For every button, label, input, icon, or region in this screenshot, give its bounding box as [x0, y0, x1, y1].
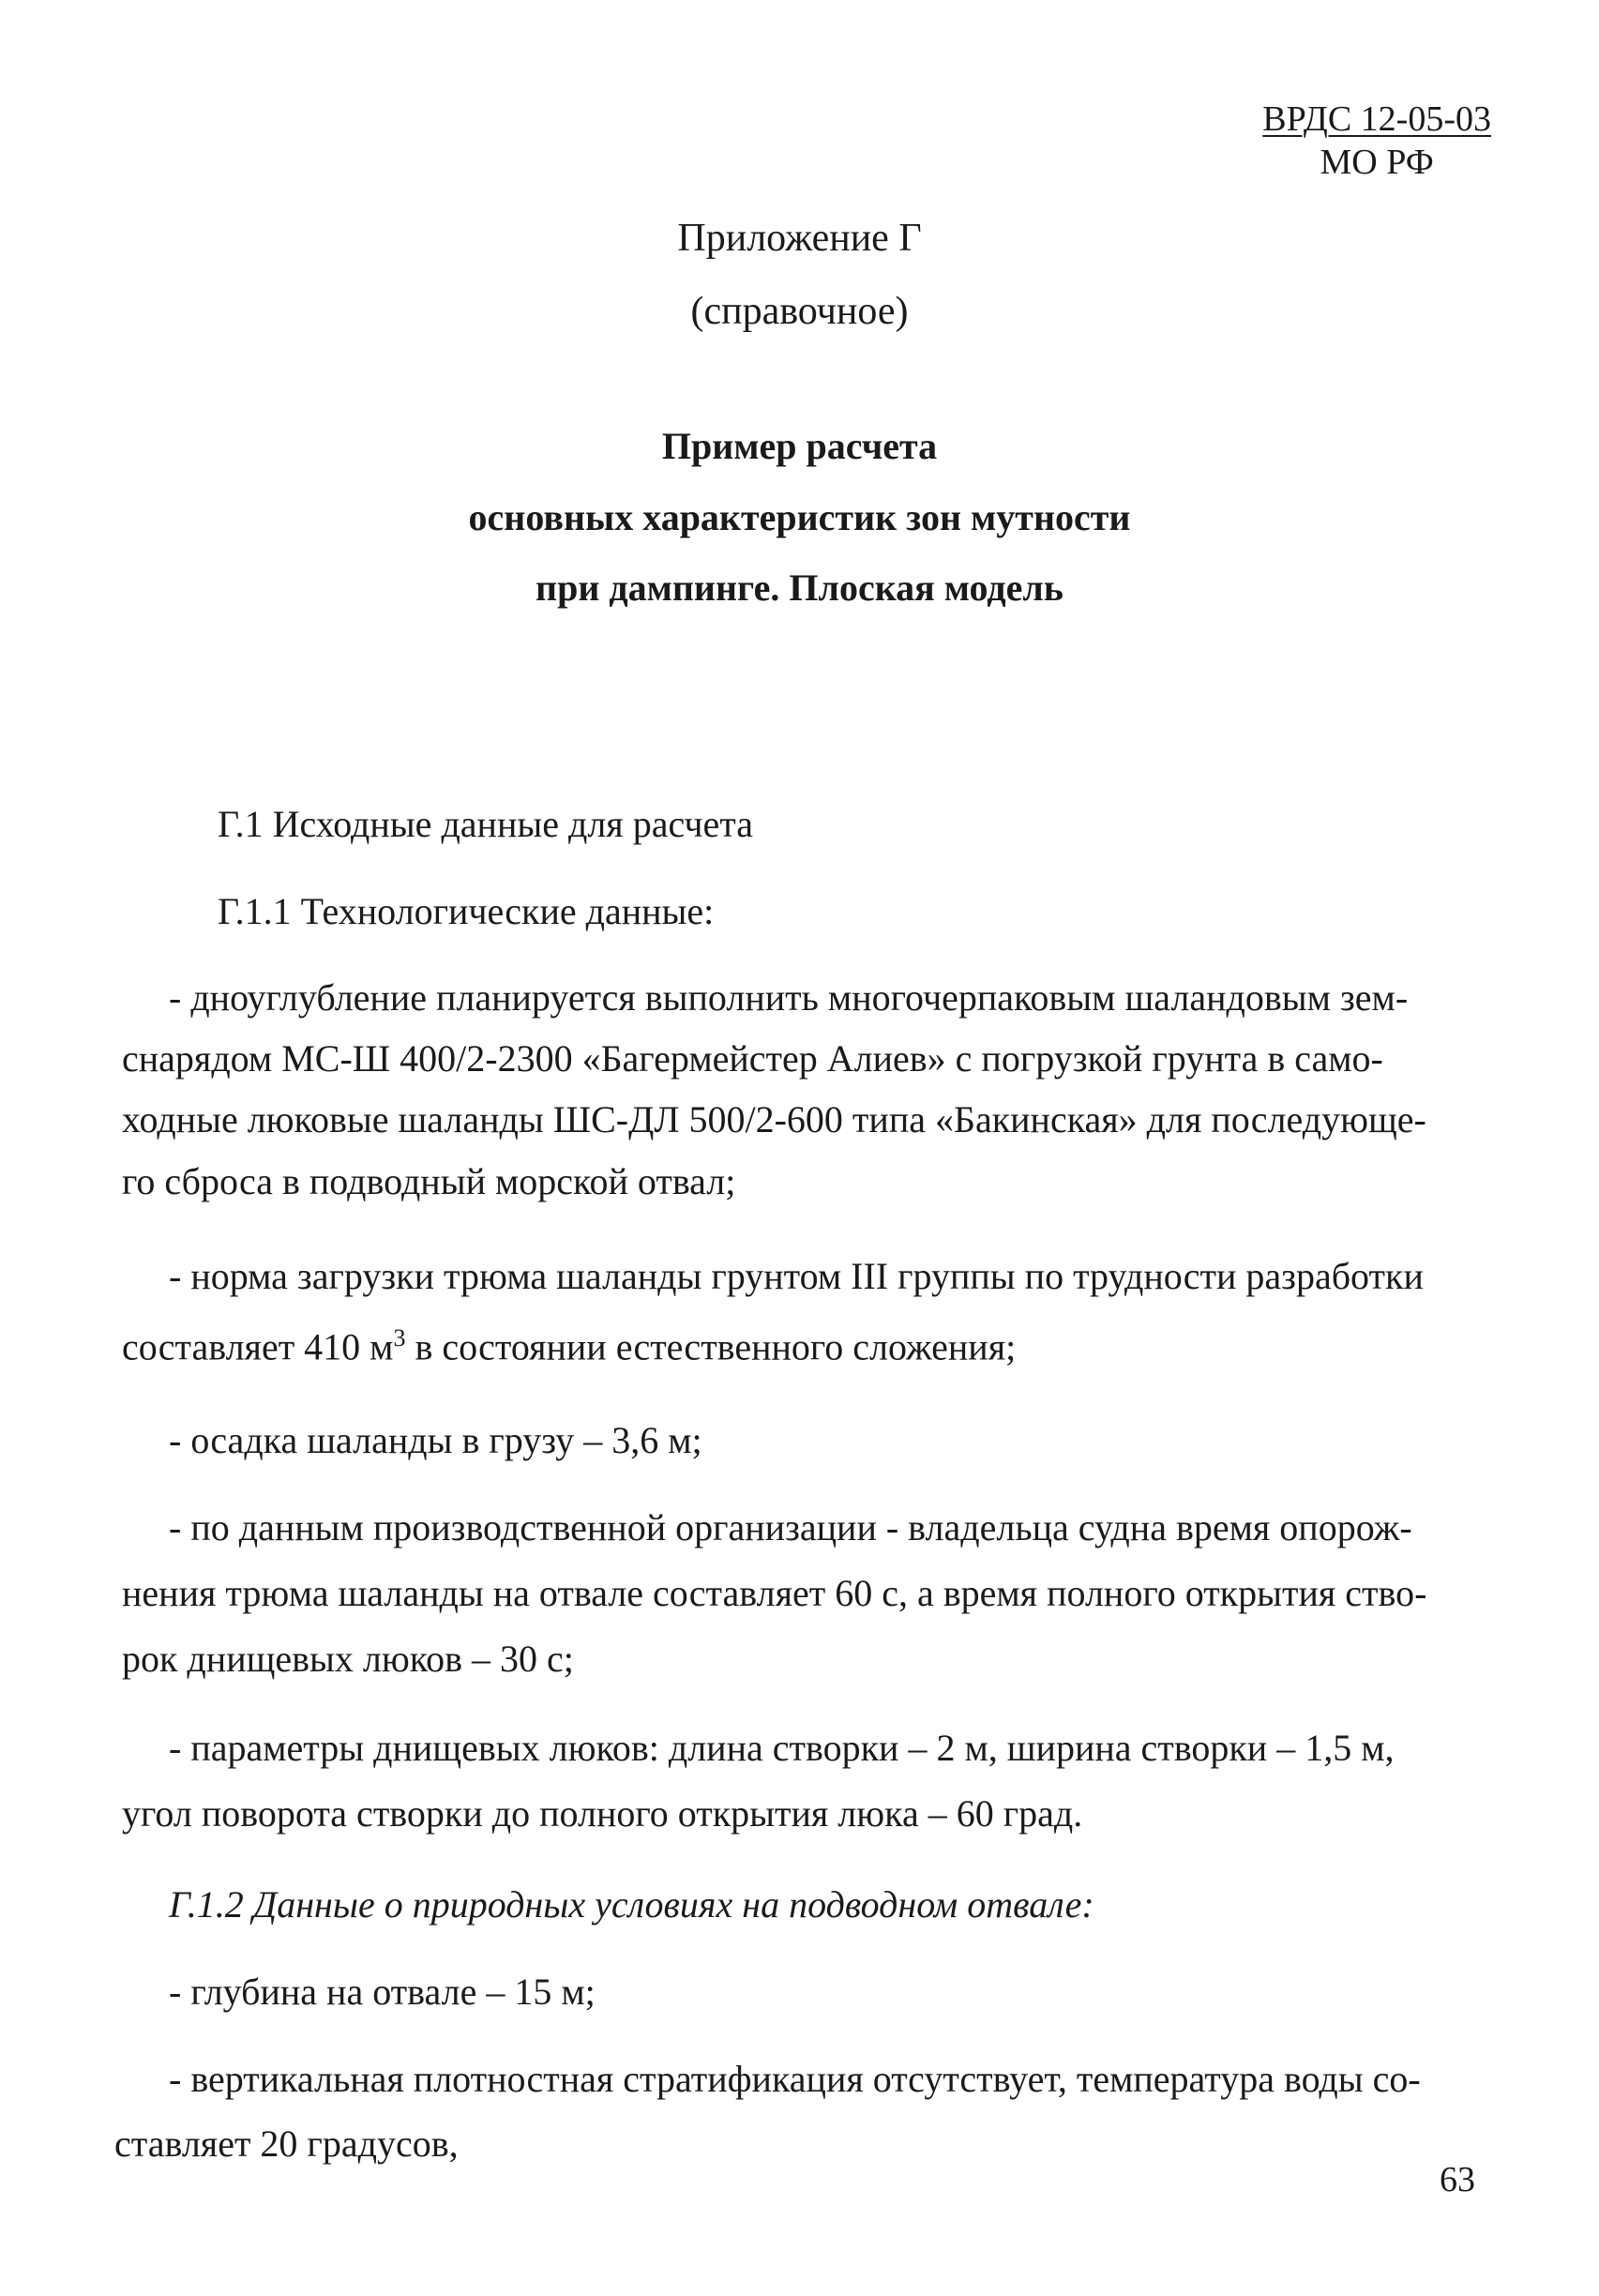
- list-item-line: угол поворота створки до полного открытия люка – 60 град.: [122, 1792, 1083, 1835]
- volume-text: составляет 410 м: [122, 1325, 394, 1368]
- appendix-label: Приложение Г: [677, 217, 922, 260]
- volume-text-rest: в состоянии естественного сложения;: [405, 1325, 1017, 1368]
- document-code: ВРДС 12-05-03: [1262, 99, 1491, 139]
- title-line-2: основных характеристик зон мутности: [468, 496, 1131, 538]
- list-item-line: нения трюма шаланды на отвале составляет 60 с, а время полного открытия ство-: [122, 1572, 1427, 1614]
- list-item-line: - параметры днищевых люков: длина створки – 2 м, ширина створки – 1,5 м,: [169, 1727, 1395, 1769]
- list-item-line: - норма загрузки трюма шаланды грунтом III группы по трудности разработки: [169, 1255, 1424, 1297]
- title-line-3: при дампинге. Плоская модель: [536, 566, 1063, 609]
- section-heading-g1: Г.1 Исходные данные для расчета: [218, 803, 753, 845]
- list-item-line: - по данным производственной организации - владельца судна время опорож-: [169, 1506, 1412, 1548]
- list-item-line: - вертикальная плотностная стратификация отсутствует, температура воды со-: [169, 2058, 1421, 2100]
- list-item-line: - осадка шаланды в грузу – 3,6 м;: [169, 1419, 702, 1461]
- list-item-line: ходные люковые шаланды ШС-ДЛ 500/2-600 типа «Бакинская» для последующе-: [122, 1098, 1426, 1140]
- list-item-line: рок днищевых люков – 30 с;: [122, 1638, 574, 1680]
- list-item-line: ставляет 20 градусов,: [114, 2122, 459, 2165]
- organization-label: МО РФ: [1320, 143, 1434, 182]
- list-item-line: снарядом МС-Ш 400/2-2300 «Багермейстер Алиев» с погрузкой грунта в само-: [122, 1037, 1383, 1080]
- page-number: 63: [1440, 2160, 1475, 2199]
- title-line-1: Пример расчета: [661, 425, 938, 467]
- list-item-line: - глубина на отвале – 15 м;: [169, 1971, 596, 2013]
- cubic-superscript: 3: [393, 1324, 406, 1352]
- document-header: [1262, 98, 1491, 184]
- list-item-line: [122, 1324, 1016, 1368]
- list-item-line: - дноуглубление планируется выполнить многочерпаковым шаландовым зем-: [169, 976, 1409, 1019]
- appendix-type: (справочное): [690, 290, 909, 333]
- section-heading-g12: Г.1.2 Данные о природных условиях на подводном отвале:: [169, 1883, 1094, 1926]
- section-heading-g11: Г.1.1 Технологические данные:: [218, 890, 715, 932]
- list-item-line: го сброса в подводный морской отвал;: [122, 1160, 736, 1202]
